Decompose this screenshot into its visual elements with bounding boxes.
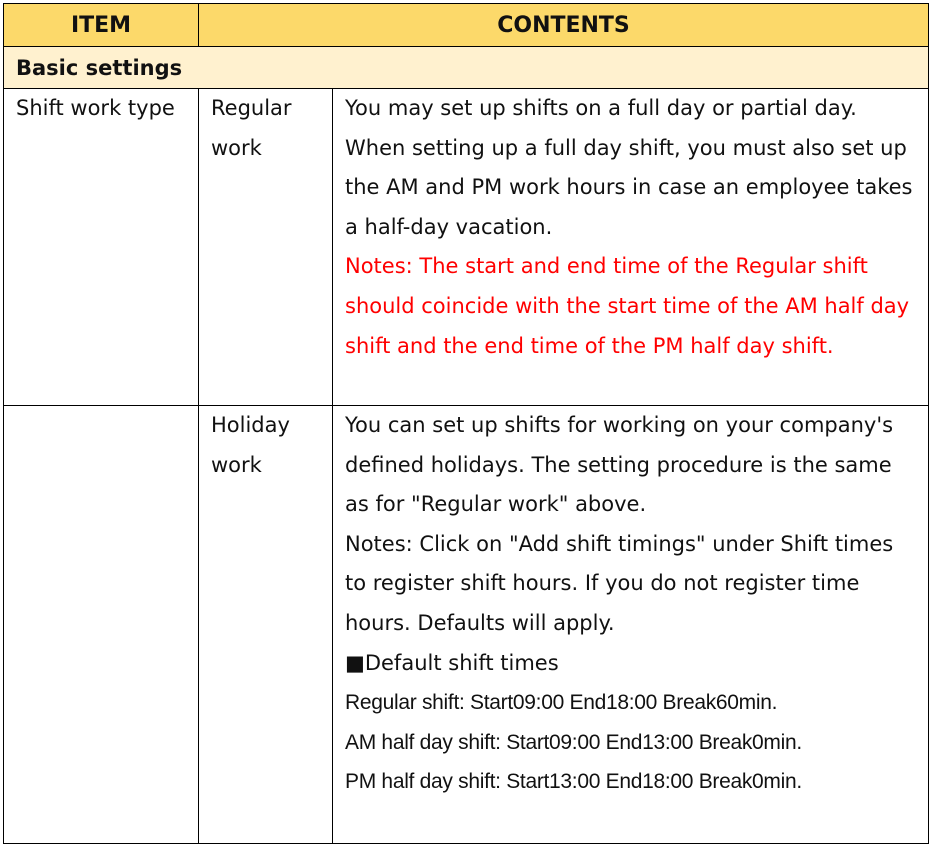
defaults-heading: ■Default shift times [345, 650, 559, 675]
header-contents: CONTENTS [199, 4, 929, 47]
note-text: Notes: Click on "Add shift timings" under Shift times to register shift hours. If you do not register time hours. Defaults will apply. [345, 531, 894, 635]
item-cell: Shift work type [4, 89, 199, 406]
contents-cell [333, 406, 929, 844]
note-text: Notes: The start and end time of the Regular shift should coincide with the start time of the AM half day shift and the end time of the PM half day shift. [345, 254, 910, 358]
description-text: You can set up shifts for working on your company's defined holidays. The setting procedure is the same as for "Regular work" above. [345, 413, 894, 517]
default-pm: PM half day shift: Start13:00 End18:00 Break0min. [345, 770, 802, 794]
subitem-cell: Holiday work [199, 406, 333, 844]
section-row [4, 47, 929, 89]
table-row [4, 406, 929, 844]
default-regular: Regular shift: Start09:00 End18:00 Break60min. [345, 691, 778, 715]
contents-cell [333, 89, 929, 406]
subitem-cell: Regular work [199, 89, 333, 406]
settings-table [3, 3, 929, 844]
header-row [4, 4, 929, 47]
table-row [4, 89, 929, 406]
item-cell [4, 406, 199, 844]
section-title: Basic settings [4, 47, 929, 89]
header-item: ITEM [4, 4, 199, 47]
default-am: AM half day shift: Start09:00 End13:00 Break0min. [345, 730, 802, 754]
description-text: You may set up shifts on a full day or partial day. When setting up a full day shift, you must also set up the AM and PM work hours in case an employee takes a half-day vacation. [345, 96, 913, 239]
